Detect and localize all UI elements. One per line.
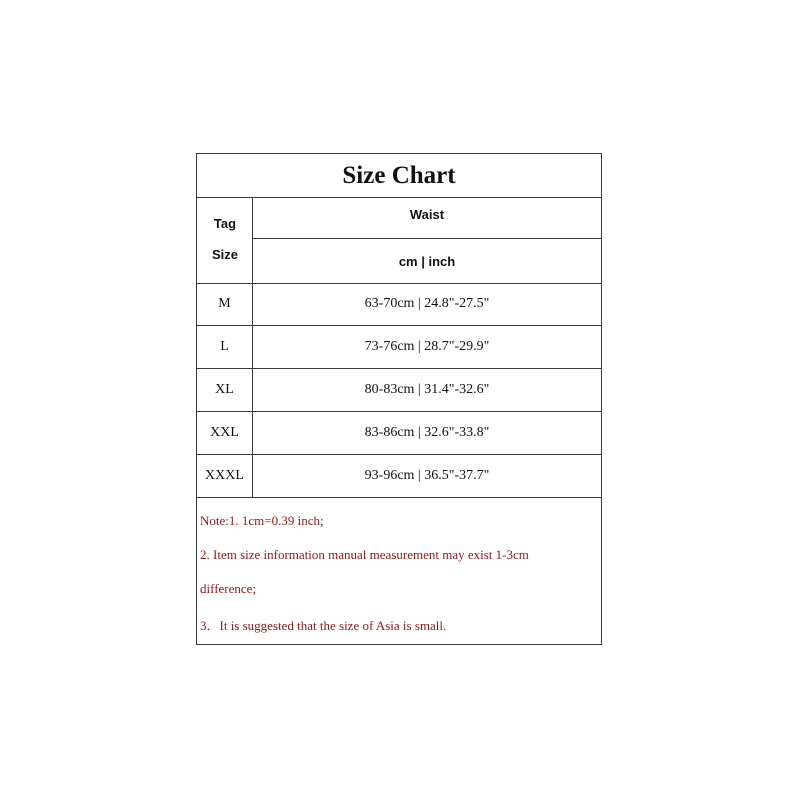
waist-header: Waist — [253, 197, 601, 239]
waist-cell: 63-70cm | 24.8"-27.5" — [364, 296, 490, 311]
size-cell: L — [197, 326, 253, 368]
note-measurement-cont: difference; — [200, 581, 257, 596]
table-row — [197, 283, 601, 326]
waist-cell: 80-83cm | 31.4"-32.6" — [364, 382, 490, 397]
note-asia-size: 3．It is suggested that the size of Asia is small. — [200, 618, 447, 633]
size-chart-table — [196, 153, 602, 645]
waist-cell: 83-86cm | 32.6"-33.8" — [364, 425, 490, 440]
note-conversion: Note:1. 1cm=0.39 inch; — [200, 513, 324, 528]
unit-header: cm | inch — [398, 253, 456, 269]
note-measurement: 2. Item size information manual measurement may exist 1-3cm — [200, 547, 529, 562]
size-header-label: Size — [211, 247, 238, 262]
tag-size-header — [197, 197, 253, 283]
size-cell: XXXL — [197, 455, 253, 497]
size-cell: M — [197, 283, 253, 325]
chart-title: Size Chart — [197, 154, 601, 198]
table-row — [197, 369, 601, 412]
tag-header-label: Tag — [213, 216, 237, 231]
table-header — [197, 197, 601, 284]
size-cell: XL — [197, 369, 253, 411]
size-cell: XXL — [197, 412, 253, 454]
table-row — [197, 455, 601, 498]
waist-cell: 93-96cm | 36.5"-37.7" — [364, 468, 490, 483]
table-row — [197, 326, 601, 369]
table-body — [197, 283, 601, 498]
waist-cell: 73-76cm | 28.7"-29.9" — [364, 339, 490, 354]
table-row — [197, 412, 601, 455]
